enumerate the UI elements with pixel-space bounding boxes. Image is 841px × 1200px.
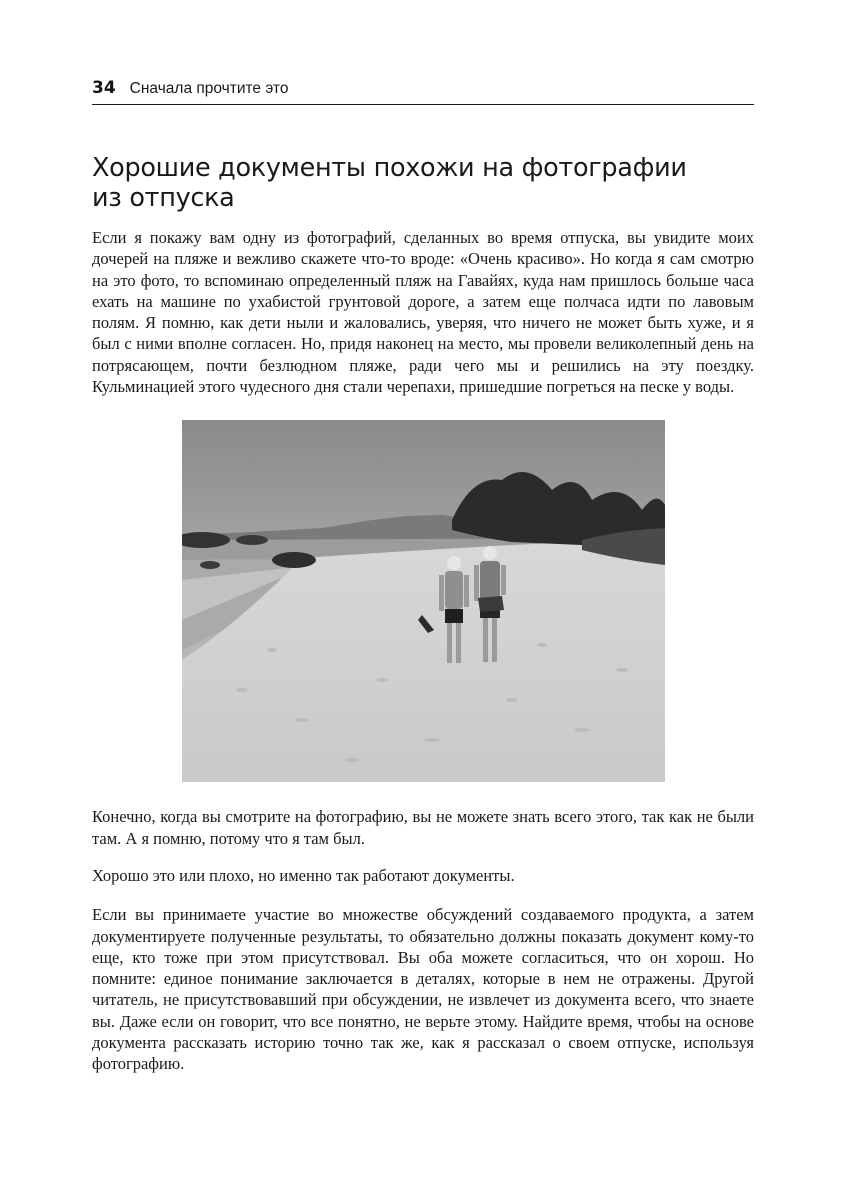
section-heading <box>92 153 754 213</box>
paragraph-vacation-story: Если я покажу вам одну из фотографий, сделанных во время отпуска, вы увидите моих дочерей на пляже и вежливо скажете что-то вроде: «Очень красиво». Но когда я сам смотрю на это фото, то вспоминаю определенный пляж на Гавайях, куда нам пришлось больше часа ехать на машине по ухабистой грунтовой дороге, а затем еще полчаса идти по лавовым полям. Я помню, как дети ныли и жаловались, уверяя, что ничего не может быть хуже, и я был с ними вполне согласен. Но, придя наконец на место, мы провели великолепный день на потрясающем, почти безлюдном пляже, ради чего мы и решились на эту поездку. Кульминацией этого чудесного дня стали черепахи, пришедшие погреться на песке у воды. <box>92 228 754 397</box>
section-heading-line-2: из отпуска <box>92 183 235 213</box>
section-heading-line-1: Хорошие документы похожи на фотографии <box>92 153 687 183</box>
paragraph-documents-work: Хорошо это или плохо, но именно так работают документы. <box>92 865 515 885</box>
book-page <box>92 78 754 1075</box>
running-header <box>92 78 754 105</box>
beach-photo <box>182 420 665 782</box>
paragraph-explanation: Конечно, когда вы смотрите на фотографию, вы не можете знать всего этого, так как не были там. А я помню, потому что я там был. <box>92 807 754 848</box>
page-number: 34 <box>92 78 116 98</box>
running-title: Сначала прочтите это <box>129 80 289 97</box>
paragraph-shared-understanding: Если вы принимаете участие во множестве обсуждений создаваемого продукта, а затем документируете полученные результаты, то обязательно должны показать документ кому-то еще, кто тоже при этом присутствовал. Вы оба можете согласиться, что он хорош. Но помните: единое понимание заключается в деталях, которые в нем не отражены. Другой читатель, не присутствовавший при обсуждении, не извлечет из документа всего, что знаете вы. Даже если он говорит, что все понятно, не верьте этому. Найдите время, чтобы на основе документа рассказать историю точно так же, как я рассказал о своем отпуске, используя фотографию. <box>92 905 754 1074</box>
